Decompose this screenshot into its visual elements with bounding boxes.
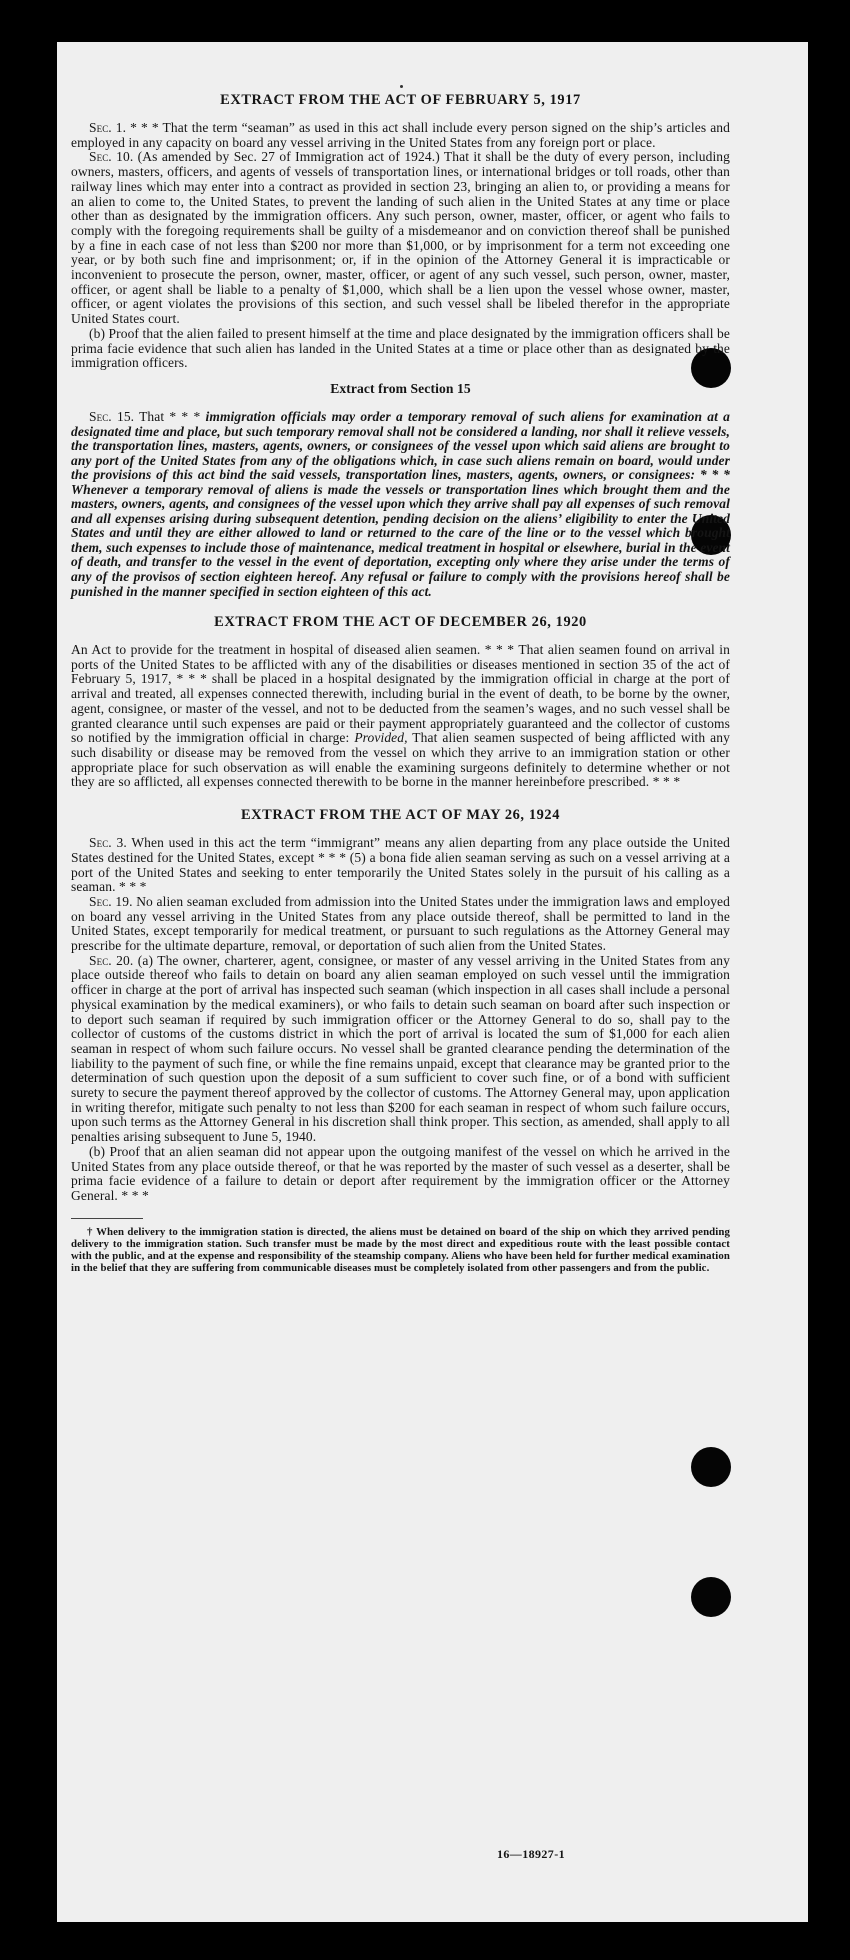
sec1-label: Sec. 1. — [89, 120, 127, 135]
sec10-label: Sec. 10. — [89, 149, 134, 165]
form-code: 16—18927-1 — [497, 1847, 565, 1861]
heading-act-1920: EXTRACT FROM THE ACT OF DECEMBER 26, 1920 — [214, 614, 587, 631]
section-10: Sec. 10. (As amended by Sec. 27 of Immigration act of 1924.) That it shall be the duty of every person, including owners, masters, officers, and agents of vessels of transportation lines, or international bridges or toll roads, other than railway lines which may enter into a contract as provided in section 23, bringing an alien to, or providing a means for an alien to come to, the United States, to prevent the landing of such alien in the United States at any time or place other than as designated by the immigration officers. Any such person, owner, master, officer, or agent who fails to comply with the foregoing requirements shall be guilty of a misdemeanor and on conviction thereof shall be punished by a fine in each case of not less than $200 nor more than $1,000, or by imprisonment for a term not exceeding one year, or by both such fine and imprisonment; or, if in the opinion of the Attorney General it is impracticable or inconvenient to prosecute the person, owner, master, officer, or agent of any such vessel, such person, owner, master, officer, or agent shall be liable to a penalty of $1,000, which shall be a lien upon the vessel whose owner, master, officer, or agent violates the provisions of this section, and such vessel shall be libeled therefor in the appropriate United States court. — [71, 149, 730, 327]
section-1: Sec. 1. * * * That the term “seaman” as used in this act shall include every person signed on the ship’s articles and employed in any capacity on board any vessel arriving in the United States from any foreign port or place. — [71, 120, 730, 150]
section-19: Sec. 19. No alien seaman excluded from admission into the United States under the immigration laws and employed on board any vessel arriving in the United States from any place outside thereof, shall be permitted to land in the United States, except temporarily for medical treatment, or pursuant to such regulations as the Attorney General may prescribe for the ultimate departure, removal, or deportation of such alien from the United States. — [71, 893, 730, 954]
sec20-label: Sec. 20. — [89, 952, 134, 968]
act-1920-text: An Act to provide for the treatment in hospital of diseased alien seamen. * * * That alien seamen found on arrival in ports of the United States to be afflicted with any of the disabilities or diseases mentioned in section 35 of the act of February 5, 1917, * * * shall be placed in a hospital designated by the immigration official in charge at the port of arrival and treated, all expenses connected therewith, including burial in the event of death, to be borne by the owner, agent, consignee, or master of the vessel, and not to be deducted from the seamen’s wages, and no such vessel shall be granted clearance until such expenses are paid or their payment appropriately guaranteed and the collector of customs so notified by the immigration official in charge: Provided, That alien seamen suspected of being afflicted with any such disability or disease may be removed from the vessel on which they arrive to an immigration station or other appropriate place for such observation as will enable the examining surgeons definitely to determine whether or not they are so afflicted, all expenses connected therewith to be borne in the manner hereinbefore prescribed. * * * — [71, 642, 730, 790]
heading-act-1917: EXTRACT FROM THE ACT OF FEBRUARY 5, 1917 — [220, 92, 581, 108]
punch-hole-3 — [691, 1447, 731, 1487]
provided-term: Provided, — [354, 730, 408, 746]
section-20: Sec. 20. (a) The owner, charterer, agent, consignee, or master of any vessel arriving in the United States from any place outside thereof who fails to detain on board any alien seaman employed on such vessel until the immigration officer in charge at the port of arrival has inspected such seaman (which inspection in all cases shall include a personal physical examination by the medical examiners), or who fails to detain such seaman on board after such inspection or to deport such seaman if required by such immigration officer or the Attorney General to do so, shall pay to the collector of customs of the customs district in which the port of arrival is located the sum of $1,000 for each alien seaman in respect of whom such failure occurs. No vessel shall be granted clearance pending the determination of the liability to the payment of such fine, or while the fine remains unpaid, except that clearance may be granted prior to the determination of such question upon the deposit of a sum sufficient to cover such fine, or of a bond with sufficient surety to secure the payment thereof approved by the collector of customs. The Attorney General may, upon application in writing therefor, mitigate such penalty to not less than $200 for each seaman in respect of whom such failure occurs, upon such terms as the Attorney General in his discretion shall think proper. This section, as amended, shall apply to all penalties arising subsequent to June 5, 1940. — [71, 952, 731, 1145]
subheading-section-15: Extract from Section 15 — [330, 380, 471, 396]
footnote: † When delivery to the immigration station is directed, the aliens must be detained on board of the ship on which they arrived pending delivery to the immigration station. Such transfer must be made by the most direct and expeditious route with the least possible contact with the public, and at the expense and responsibility of the steamship company. Aliens who have been held for further medical examination in the belief that they are suffering from communicable diseases must be completely isolated from other passengers and from the public. — [71, 1225, 730, 1275]
section-20-b: (b) Proof that an alien seaman did not appear upon the outgoing manifest of the vessel on which he arrived in the United States from any place outside thereof, or that he was reported by the master of such vessel as a deserter, shall be prima facie evidence of a failure to detain or deport after requirement by the immigration officer or the Attorney General. * * * — [71, 1143, 730, 1203]
sec15-label: Sec. 15. — [89, 408, 135, 424]
section-3: Sec. 3. When used in this act the term “immigrant” means any alien departing from any place outside the United States destined for the United States, except * * * (5) a bona fide alien seaman serving as such on a vessel arriving at a port of the United States and seeking to enter temporarily the United States solely in the pursuit of his calling as a seaman. * * * — [71, 835, 730, 895]
section-10-b: (b) Proof that the alien failed to present himself at the time and place designated by the immigration officers shall be prima facie evidence that such alien has landed in the United States at a time or place other than as designated by the immigration officers. — [71, 325, 730, 371]
document-body — [71, 92, 730, 1274]
speck — [400, 85, 403, 88]
sec19-label: Sec. 19. — [89, 893, 133, 909]
footnote-rule — [71, 1218, 143, 1219]
heading-act-1924: EXTRACT FROM THE ACT OF MAY 26, 1924 — [240, 807, 561, 824]
sec3-label: Sec. 3. — [89, 835, 127, 851]
punch-hole-4 — [691, 1577, 731, 1617]
section-15: Sec. 15. That * * * immigration officials may order a temporary removal of such aliens for examination at a designated time and place, but such temporary removal shall not be considered a landing, nor shall it relieve vessels, the transportation lines, masters, agents, owners, or consignees of the vessel upon which said aliens are brought to any port of the United States from any of the obligations which, in case such aliens remain on board, would under the provisions of this act bind the said vessels, transportation lines, masters, agents, owners, or consignees: * * * Whenever a temporary removal of aliens is made the vessels or transportation lines which brought them and the masters, owners, agents, and consignees of the vessel upon which they arrive shall pay all expenses of such removal and all expenses arising during subsequent detention, pending decision on the aliens’ eligibility to enter the United States and until they are either allowed to land or returned to the care of the line or to the vessel which brought them, such expenses to include those of maintenance, medical treatment in hospital or elsewhere, burial in the event of death, and transfer to the vessel in the event of deportation, excepting only where they arise under the terms of any of the provisos of section eighteen hereof. Any refusal or failure to comply with the provisions hereof shall be punished in the manner specified in section eighteen of this act. — [71, 408, 730, 599]
